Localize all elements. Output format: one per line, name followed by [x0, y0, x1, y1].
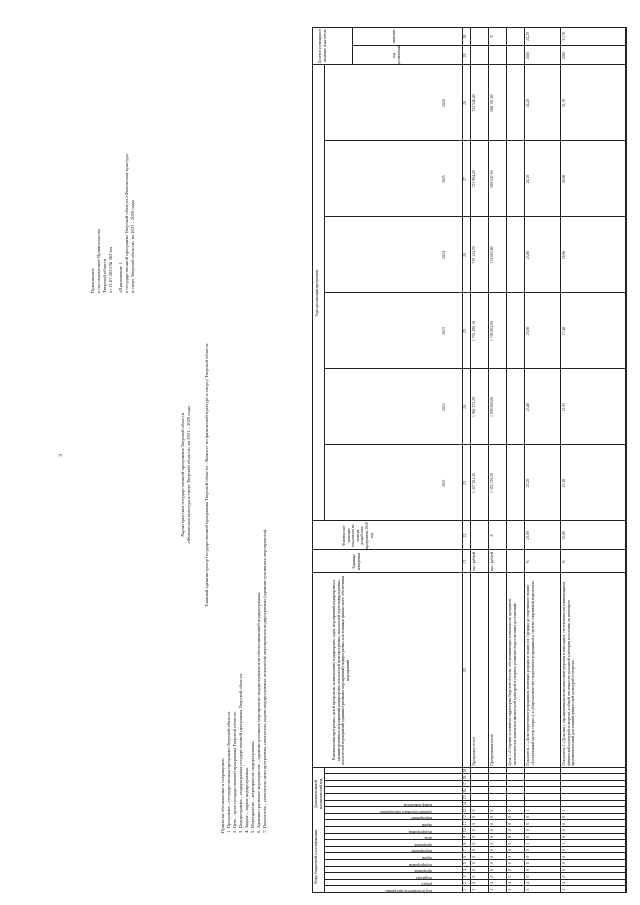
code-subheader: мероприятие	[411, 849, 432, 854]
row-fact: 15,80	[562, 531, 566, 540]
code-cell: 0	[562, 835, 566, 838]
code-cell: 0	[508, 862, 512, 865]
code-cell: 0	[472, 816, 476, 819]
code-cell: 2	[562, 809, 566, 812]
column-number: 11	[463, 821, 467, 826]
row-year-value: 24,10	[526, 174, 530, 184]
code-cell: 0	[562, 816, 566, 819]
year-header: 2023	[442, 327, 446, 335]
notes-head: Принятые обозначения и сокращения:	[220, 758, 225, 833]
code-cell: 0	[490, 842, 494, 845]
notes-item: 2. Цель – цель государственной программы Тверской области.	[232, 711, 237, 833]
row-name: Программная часть	[490, 734, 494, 766]
code-cell: 0	[526, 875, 530, 878]
code-subheader: административное мероприятие	[379, 809, 432, 814]
row-unit: %	[562, 559, 566, 564]
code-cell: 0	[472, 822, 476, 825]
column-number: 5	[463, 862, 467, 865]
code-cell: 0	[490, 875, 494, 878]
appendix-line: «Приложение 1	[118, 262, 123, 293]
column-number: 27	[463, 177, 467, 181]
row-name: Программа, всего	[472, 737, 476, 766]
document-title	[180, 245, 192, 705]
column-number: 1	[463, 888, 467, 891]
code-cell: 0	[472, 835, 476, 838]
code-cell: 0	[508, 829, 512, 832]
row-year-value: 29,90	[562, 174, 566, 184]
notes-item: 4. Задача – задача подпрограммы.	[244, 767, 249, 833]
table-rule	[324, 786, 626, 787]
row-unit: тыс. рублей	[472, 552, 476, 571]
code-cell: 0	[562, 862, 566, 865]
table-rule	[524, 27, 525, 893]
row-year-value: 723 994,29	[472, 170, 476, 188]
row-year-value: 722 548,40	[472, 94, 476, 112]
column-number: 2	[463, 882, 467, 885]
code-cell: 0	[472, 829, 476, 832]
row-year-value: 1 353 729,26	[490, 473, 494, 493]
page-number: 3	[57, 454, 64, 457]
table-rule	[324, 793, 626, 794]
column-number: 8	[463, 842, 467, 845]
code-cell: 0	[562, 855, 566, 858]
code-subheader: мероприятие	[411, 816, 432, 821]
row-year-value: 609 647,50	[490, 170, 494, 188]
code-cell: 0	[508, 816, 512, 819]
row-target-value: 31,70	[562, 32, 566, 41]
code-cell: 3	[472, 888, 476, 891]
code-subheader: программа	[414, 842, 432, 847]
code-cell: 0	[490, 809, 494, 812]
column-number: 22	[463, 533, 467, 538]
year-header: 2025	[442, 175, 446, 183]
table-rule	[506, 27, 507, 893]
code-cell: 3	[490, 888, 494, 891]
target-year-header: год достижения	[392, 46, 401, 65]
code-cell: 0	[490, 829, 494, 832]
code-cell: 0	[508, 868, 512, 871]
unit-header: Единица измерения	[352, 553, 361, 570]
column-number: 3	[463, 875, 467, 878]
column-number: 14	[463, 802, 467, 806]
column-number: 12	[463, 815, 467, 820]
column-number: 16	[463, 788, 467, 793]
table-rule	[488, 27, 489, 893]
row-name: Цель 1 «Создание условий на территории Тверской области, обеспечивающих возможность гражданам систематически заниматься физической культурой и спортом, развития спорта высших достижений»	[508, 598, 517, 766]
code-cell: 0	[562, 849, 566, 852]
code-subheader: номер показателя	[403, 803, 432, 808]
column-number: 18	[463, 775, 467, 780]
code-cell: 1	[526, 809, 530, 812]
code-cell: 3	[508, 888, 512, 891]
row-year-value: 23,80	[526, 250, 530, 260]
appendix-line: и спорт Тверской области» на 2021 – 2026 годы	[130, 200, 135, 293]
extra-code-header: Дополнительный аналитический код	[314, 778, 323, 810]
code-subheader: Код исполнителя программы	[385, 889, 432, 893]
code-cell: 0	[490, 868, 494, 871]
code-cell: 3	[526, 888, 530, 891]
years-header: Годы реализации программы	[315, 269, 319, 317]
row-year-value: 23,20	[526, 478, 530, 488]
code-cell: 0	[562, 829, 566, 832]
column-number: 30	[463, 34, 467, 39]
row-year-value: 23,60	[526, 326, 530, 336]
code-cell: 4	[562, 882, 566, 885]
column-number: 13	[463, 808, 467, 813]
code-cell: 1	[562, 842, 566, 845]
title-line: «Физическая культура и спорт Тверской области» на 2021 – 2026 годы	[186, 406, 191, 544]
code-cell: 0	[490, 855, 494, 858]
document-subtitle: Главный администратор государственной программы Тверской области – Комитет по физической культуре и спорту Тверской области	[204, 343, 209, 607]
column-number: 6	[463, 855, 467, 858]
row-year-value: 1 327 301,26	[472, 473, 476, 493]
code-cell: 0	[508, 842, 512, 845]
row-target-value: 24,20	[526, 32, 530, 41]
code-cell: 0	[508, 835, 512, 838]
code-cell: 0	[526, 835, 530, 838]
column-number: 15	[463, 795, 467, 800]
row-year-value: 24,20	[526, 98, 530, 108]
code-subheader: программа	[414, 869, 432, 874]
row-year-value: 1 962 372,29	[472, 397, 476, 417]
appendix-block	[90, 154, 136, 293]
code-cell: 0	[472, 842, 476, 845]
code-cell: 0	[490, 849, 494, 852]
table-rule	[324, 773, 626, 774]
row-name: Показатель 2 «Доля лиц с ограниченными возможностями здоровья и инвалидов, систематически занимающихся физической культурой и спортом, в общей численности указанной категории населения, не имеющего противопоказаний для занятий физической культурой и спортом»	[562, 581, 576, 766]
code-cell: 0	[490, 822, 494, 825]
row-year-value: 21,30	[562, 478, 566, 488]
code-cell: 0	[490, 816, 494, 819]
row-year-value: 17,40	[562, 326, 566, 336]
table-rule	[470, 27, 471, 893]
code-subheader: подпрограмма	[408, 829, 432, 834]
code-subheader: подпрограмма	[408, 862, 432, 867]
row-year-value: 1 939 569,00	[490, 397, 494, 417]
table-rule	[312, 767, 626, 768]
row-year-value: 23,40	[526, 402, 530, 412]
notes-block	[220, 529, 268, 833]
column-number: 17	[463, 782, 467, 787]
code-cell: 0	[526, 816, 530, 819]
code-cell: 4	[490, 882, 494, 885]
code-cell: 0	[526, 829, 530, 832]
name-header: Наименование программы, целей программы, наименование подпрограмм, задач, мероприятий подпрограмм и административных мероприятий подпрограмм, показателей цели программы, показателей задач подпрограммы, показателей мероприятий (административных мероприятий) подпрограммы и источников финансового обеспечения мероприятий	[332, 575, 350, 765]
appendix-line: к постановлению Правительства	[96, 229, 101, 293]
code-cell: 0	[490, 835, 494, 838]
code-cell: 4	[472, 882, 476, 885]
title-line: Характеристика государственной программы Тверской области	[180, 412, 185, 538]
appendix-line: к государственной программе Тверской области «Физическая культура	[124, 154, 129, 293]
notes-item: 6. Административное мероприятие – административное мероприятие подпрограммы или обеспечивающей подпрограммы.	[256, 591, 261, 833]
code-cell: 0	[472, 875, 476, 878]
code-cell: 0	[562, 822, 566, 825]
column-number: 21	[463, 559, 467, 564]
code-subheader: задача	[421, 856, 432, 860]
code-cell: 0	[508, 849, 512, 852]
row-year-value: 608 101,60	[490, 94, 494, 112]
year-header: 2024	[442, 251, 446, 259]
row-target-year: 2026	[562, 51, 566, 60]
code-cell: 0	[526, 855, 530, 858]
table-rule	[324, 780, 626, 781]
code-cell: 0	[472, 849, 476, 852]
notes-item: 1. Программа – государственная программа Тверской области.	[226, 710, 231, 833]
code-subheader: раздел	[421, 882, 432, 887]
column-number: 4	[463, 868, 467, 871]
code-cell: 0	[562, 868, 566, 871]
row-year-value: 21,91	[562, 402, 566, 412]
code-cell: 4	[508, 882, 512, 885]
row-fact: Х	[490, 534, 494, 537]
notes-item: 3. Подпрограмма – подпрограмма государственной программы Тверской области.	[238, 672, 243, 833]
code-cell: 0	[508, 809, 512, 812]
table-rule	[352, 27, 353, 65]
row-name: Показатель 1 «Доля спортсменов-разрядников, имеющих разряды и звания (от I разряда до спортивного звания «Заслуженный мастер спорта»), в общем количестве спортсменов-разрядников в системе спортивной подготовки»	[526, 580, 535, 766]
code-cell: 3	[562, 888, 566, 891]
column-number: 25	[463, 329, 467, 333]
year-header: 2026	[442, 99, 446, 107]
column-number: 9	[463, 835, 467, 838]
column-number: 20	[463, 668, 467, 673]
column-number: 24	[463, 405, 467, 409]
fact-header: Фактическое значение показателя на момент разработки программы 2020 год	[342, 522, 374, 549]
code-subheader: цель	[424, 836, 432, 841]
row-year-value: 1 731 290,10	[472, 321, 476, 341]
column-number: 23	[463, 481, 467, 485]
row-year-value: 18,90	[562, 250, 566, 260]
table-rule	[324, 800, 626, 801]
code-cell: 0	[562, 875, 566, 878]
table-layer	[312, 27, 626, 893]
code-cell: 0	[472, 855, 476, 858]
code-cell: 1	[526, 842, 530, 845]
code-cell: 0	[472, 862, 476, 865]
notes-item: 7. Показатель – показатель цели программы, показатель задачи подпрограммы, показатель мероприятия подпрограммы (административного мероприятия).	[262, 528, 267, 833]
table-rule	[560, 27, 561, 893]
code-cell: 4	[526, 882, 530, 885]
column-number: 19	[463, 769, 467, 773]
code-cell: 0	[472, 809, 476, 812]
column-number: 29	[463, 53, 467, 58]
row-target-year: 2026	[526, 51, 530, 60]
column-number: 26	[463, 253, 467, 257]
year-header: 2022	[442, 403, 446, 411]
appendix-line: Приложение	[90, 268, 95, 293]
code-cell: 0	[508, 822, 512, 825]
year-header: 2021	[442, 479, 446, 487]
column-number: 7	[463, 849, 467, 852]
code-cell: 0	[526, 822, 530, 825]
code-header: Коды бюджетной классификации	[314, 829, 318, 884]
target-value-header: значение	[392, 29, 396, 44]
row-year-value: 31,70	[562, 98, 566, 108]
code-subheader: задача	[421, 823, 432, 827]
code-cell: 0	[508, 855, 512, 858]
code-cell: 0	[472, 868, 476, 871]
code-cell: 0	[526, 862, 530, 865]
row-unit: %	[526, 559, 530, 564]
row-unit: тыс. рублей	[490, 552, 494, 571]
row-target-value: Х	[490, 35, 494, 38]
table-rule	[626, 27, 627, 893]
column-number: 28	[463, 101, 467, 105]
row-year-value: 719 124,70	[472, 246, 476, 264]
appendix-line: от 11.07.2023 № 302-пп	[108, 247, 113, 293]
appendix-line: Тверской области	[102, 258, 107, 293]
column-number: 10	[463, 828, 467, 833]
table-rule	[324, 65, 325, 521]
code-cell: 0	[526, 868, 530, 871]
code-subheader: подраздел	[415, 875, 432, 880]
row-fact: 23,00	[526, 531, 530, 540]
notes-item: 5. Мероприятие – мероприятие подпрограммы.	[250, 740, 255, 833]
code-cell: 0	[508, 875, 512, 878]
table-rule	[312, 64, 626, 65]
code-cell: 0	[526, 849, 530, 852]
code-cell: 0	[490, 862, 494, 865]
row-year-value: 1 705 852,60	[490, 321, 494, 341]
target-header: Целевое (суммарное) значение показателя	[318, 28, 327, 64]
row-year-value: 714 663,80	[490, 246, 494, 264]
